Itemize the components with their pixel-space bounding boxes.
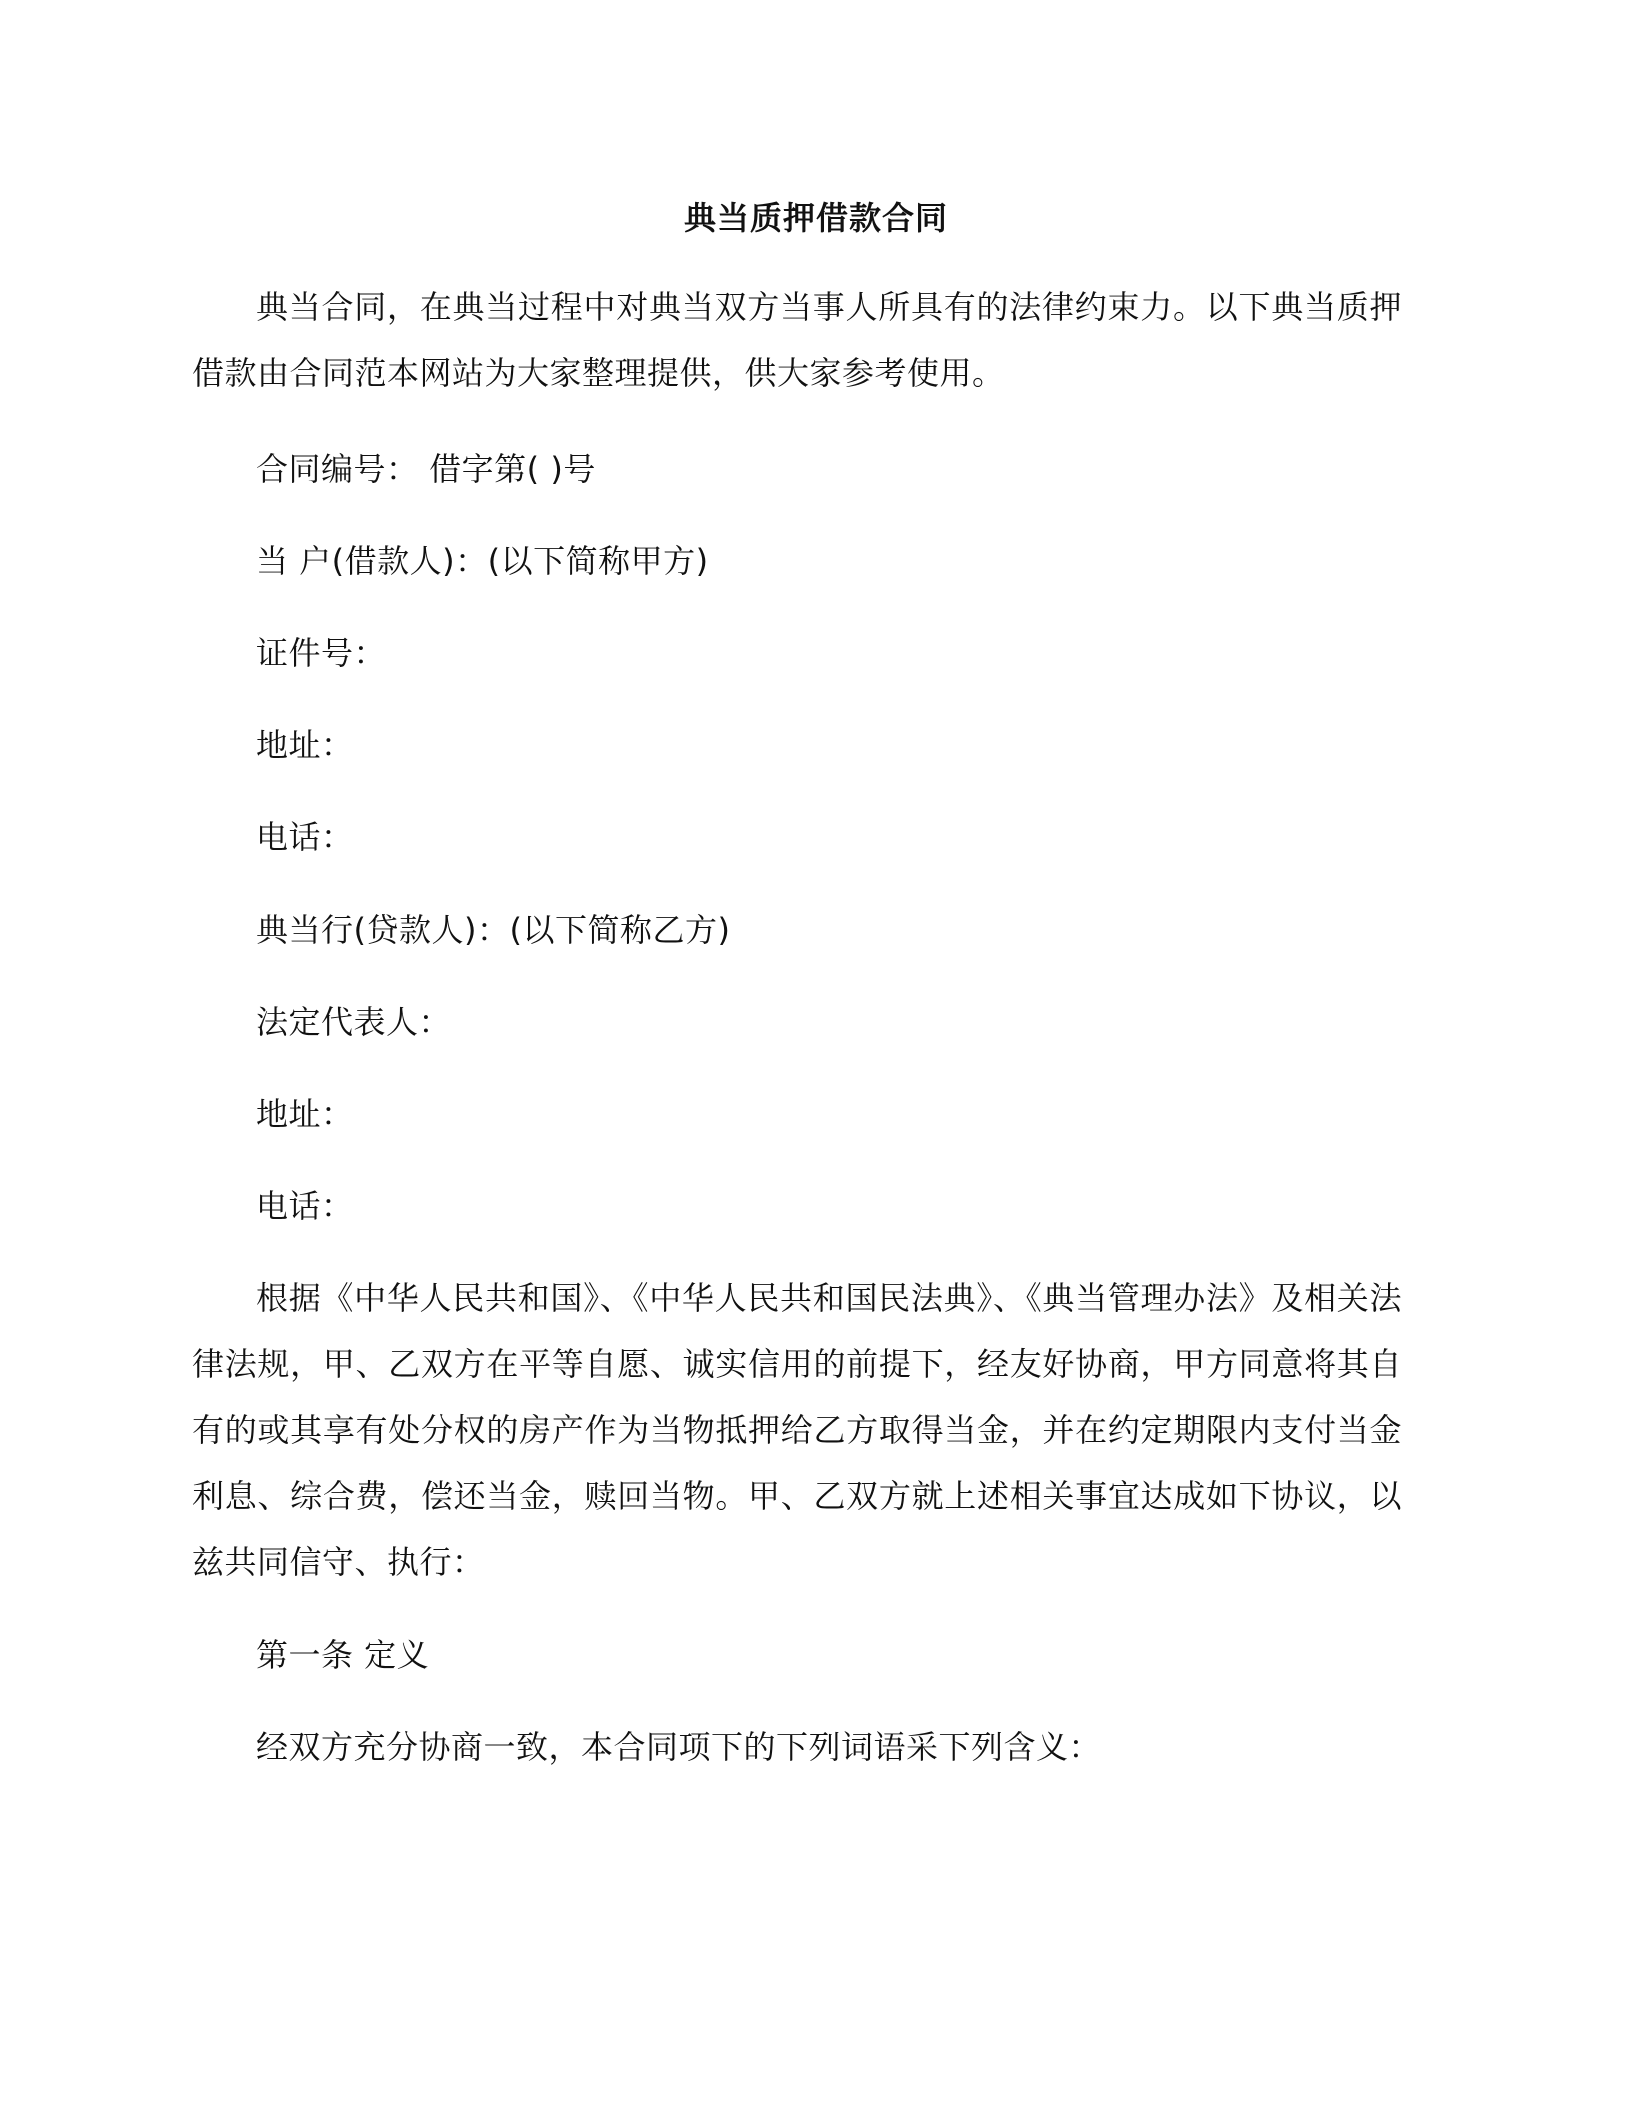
- pawnshop-address-line: 地址：: [256, 1095, 354, 1133]
- legal-representative-line: 法定代表人：: [256, 1003, 452, 1041]
- pawner-phone-line: 电话：: [256, 818, 354, 856]
- pawnshop-line: 典当行(贷款人)：(以下简称乙方): [256, 911, 731, 949]
- pawner-address-line: 地址：: [256, 726, 354, 764]
- pawner-id-line: 证件号：: [256, 634, 387, 672]
- document-title: 典当质押借款合同: [683, 199, 948, 237]
- article-1-text: 经双方充分协商一致，本合同项下的下列词语采下列含义：: [256, 1728, 1102, 1766]
- article-1-heading: 第一条 定义: [256, 1636, 430, 1674]
- contract-number-line: 合同编号： 借字第( )号: [256, 450, 596, 488]
- intro-paragraph: 典当合同，在典当过程中对典当双方当事人所具有的法律约束力。以下典当质押借款由合同范本网站为大家整理提供，供大家参考使用。: [192, 288, 1402, 392]
- pawnshop-phone-line: 电话：: [256, 1187, 354, 1225]
- legal-basis-paragraph: 根据《中华人民共和国》、《中华人民共和国民法典》、《典当管理办法》及相关法律法规，甲、乙双方在平等自愿、诚实信用的前提下，经友好协商，甲方同意将其自有的或其享有处分权的房产作为当物抵押给乙方取得当金，并在约定期限内支付当金利息、综合费，偿还当金，赎回当物。甲、乙双方就上述相关事宜达成如下协议，以兹共同信守、执行：: [192, 1279, 1402, 1581]
- pawner-line: 当 户(借款人)：(以下简称甲方): [256, 542, 709, 580]
